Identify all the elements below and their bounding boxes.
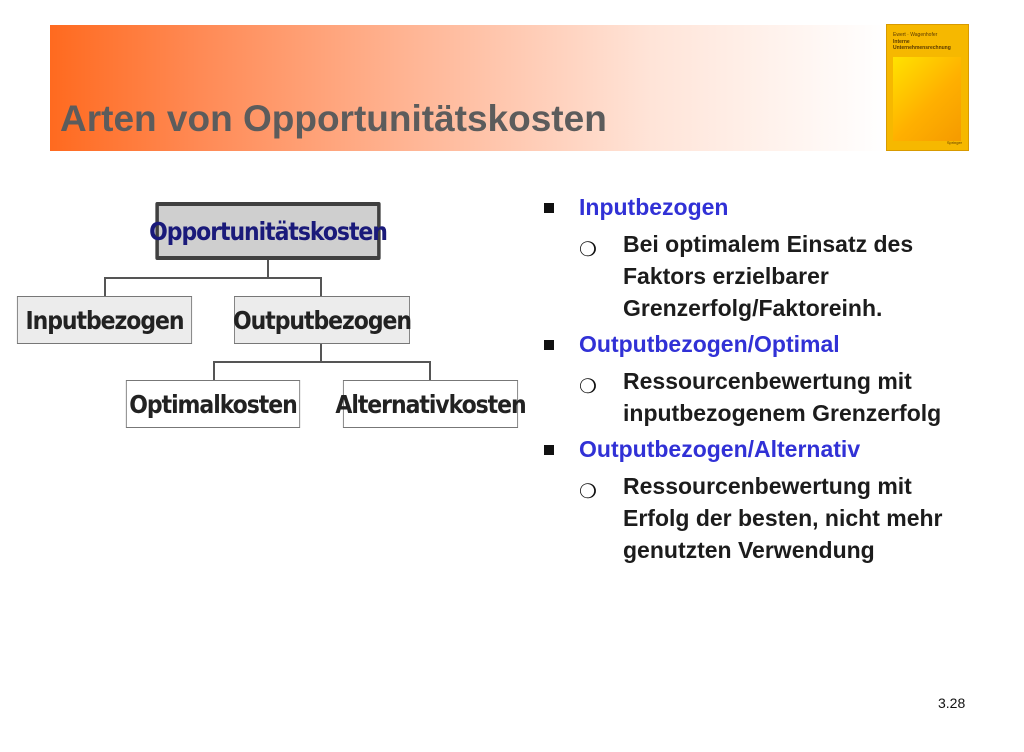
sub-bullet-item xyxy=(579,365,984,429)
connector xyxy=(213,361,431,363)
page-title: Arten von Opportunitätskosten xyxy=(60,98,607,139)
book-cover-image xyxy=(886,24,969,151)
bullet-list xyxy=(544,193,984,572)
bullet-item xyxy=(544,435,984,464)
book-title-line2: Unternehmensrechnung xyxy=(893,45,951,51)
connector xyxy=(104,277,106,296)
connector xyxy=(213,361,215,380)
diagram-node-inputbezogen: Inputbezogen xyxy=(17,296,192,344)
bullet-text: Outputbezogen/Alternativ xyxy=(579,436,861,462)
circle-bullet-icon: ❍ xyxy=(579,376,597,398)
connector xyxy=(267,260,269,278)
bullet-text: Inputbezogen xyxy=(579,194,729,220)
diagram-node-alternativkosten: Alternativkosten xyxy=(343,380,518,428)
circle-bullet-icon: ❍ xyxy=(579,239,597,261)
page-number: 3.28 xyxy=(938,695,966,711)
sub-bullet-text: Ressourcenbewertung mit Erfolg der besten, nicht mehr genutzten Verwendung xyxy=(623,473,943,563)
connector xyxy=(320,344,322,362)
diagram-node-outputbezogen: Outputbezogen xyxy=(234,296,410,344)
circle-bullet-icon: ❍ xyxy=(579,481,597,503)
book-title xyxy=(893,39,951,51)
connector xyxy=(429,361,431,380)
square-bullet-icon xyxy=(544,340,554,350)
diagram-node-optimalkosten: Optimalkosten xyxy=(126,380,300,428)
bullet-text: Outputbezogen/Optimal xyxy=(579,331,840,357)
sub-bullet-text: Ressourcenbewertung mit inputbezogenem Grenzerfolg xyxy=(623,368,942,426)
diagram-node-opportunitaetskosten: Opportunitätskosten xyxy=(155,202,380,260)
sub-bullet-text: Bei optimalem Einsatz des Faktors erzielbarer Grenzerfolg/Faktoreinh. xyxy=(623,231,914,321)
sub-bullet-item xyxy=(579,470,984,566)
sub-bullet-item xyxy=(579,228,984,324)
connector xyxy=(320,277,322,296)
book-cover-graphic xyxy=(893,57,961,141)
square-bullet-icon xyxy=(544,203,554,213)
square-bullet-icon xyxy=(544,445,554,455)
bullet-item xyxy=(544,193,984,222)
book-publisher: Springer xyxy=(946,140,962,145)
book-title-line1: Interne xyxy=(893,39,910,45)
book-authors: Ewert · Wagenhofer xyxy=(893,32,938,38)
bullet-item xyxy=(544,330,984,359)
connector xyxy=(104,277,322,279)
